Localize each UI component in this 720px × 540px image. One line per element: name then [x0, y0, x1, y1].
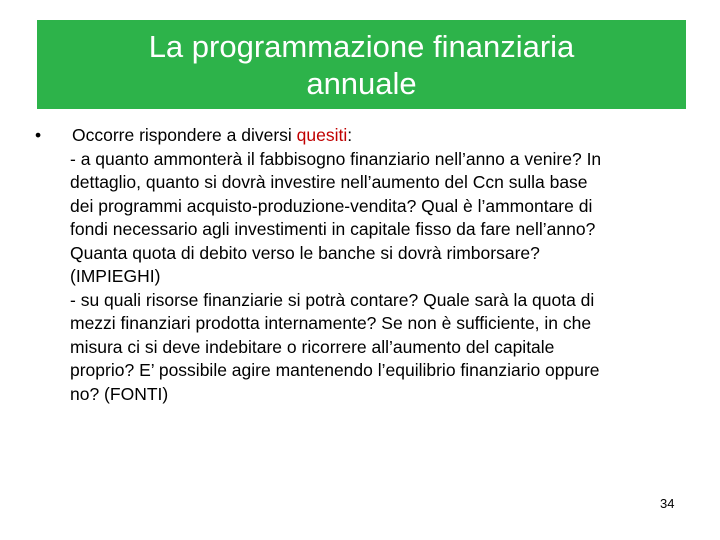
- text-line: fondi necessario agli investimenti in capitale fisso da fare nell’anno?: [70, 219, 596, 239]
- slide-title-line-1: La programmazione finanziaria: [148, 28, 575, 64]
- text-line: Quanta quota di debito verso le banche si dovrà rimborsare?: [70, 242, 540, 263]
- text-line: (IMPIEGHI): [70, 266, 161, 286]
- bullet-suffix: :: [347, 125, 353, 145]
- text-line: proprio? E’ possibile agire mantenendo l’equilibrio finanziario oppure: [70, 360, 600, 380]
- text-line: misura ci si deve indebitare o ricorrere all’aumento del capitale: [70, 336, 555, 357]
- text-line: dettaglio, quanto si dovrà investire nell’aumento del Ccn sulla base: [70, 172, 588, 192]
- highlight-keyword: quesiti: [296, 125, 348, 145]
- bullet-item: [33, 124, 683, 148]
- paragraph-impieghi: [33, 148, 683, 289]
- page-number: 34: [660, 496, 675, 511]
- text-line: dei programmi acquisto-produzione-vendita? Qual è l’ammontare di: [70, 195, 593, 216]
- text-line: no? (FONTI): [70, 383, 169, 404]
- text-line: - su quali risorse finanziarie si potrà contare? Quale sarà la quota di: [70, 289, 595, 310]
- bullet-icon: •: [35, 125, 42, 145]
- bullet-text: [72, 124, 683, 148]
- slide-body: [33, 124, 683, 406]
- paragraph-fonti: [33, 289, 683, 407]
- text-line: mezzi finanziari prodotta internamente? Se non è sufficiente, in che: [70, 313, 592, 333]
- slide-title-line-2: annuale: [306, 65, 417, 101]
- bullet-prefix: Occorre rispondere a diversi: [72, 125, 297, 145]
- slide-title-banner: [37, 20, 686, 109]
- text-line: - a quanto ammonterà il fabbisogno finanziario nell’anno a venire? In: [70, 148, 602, 169]
